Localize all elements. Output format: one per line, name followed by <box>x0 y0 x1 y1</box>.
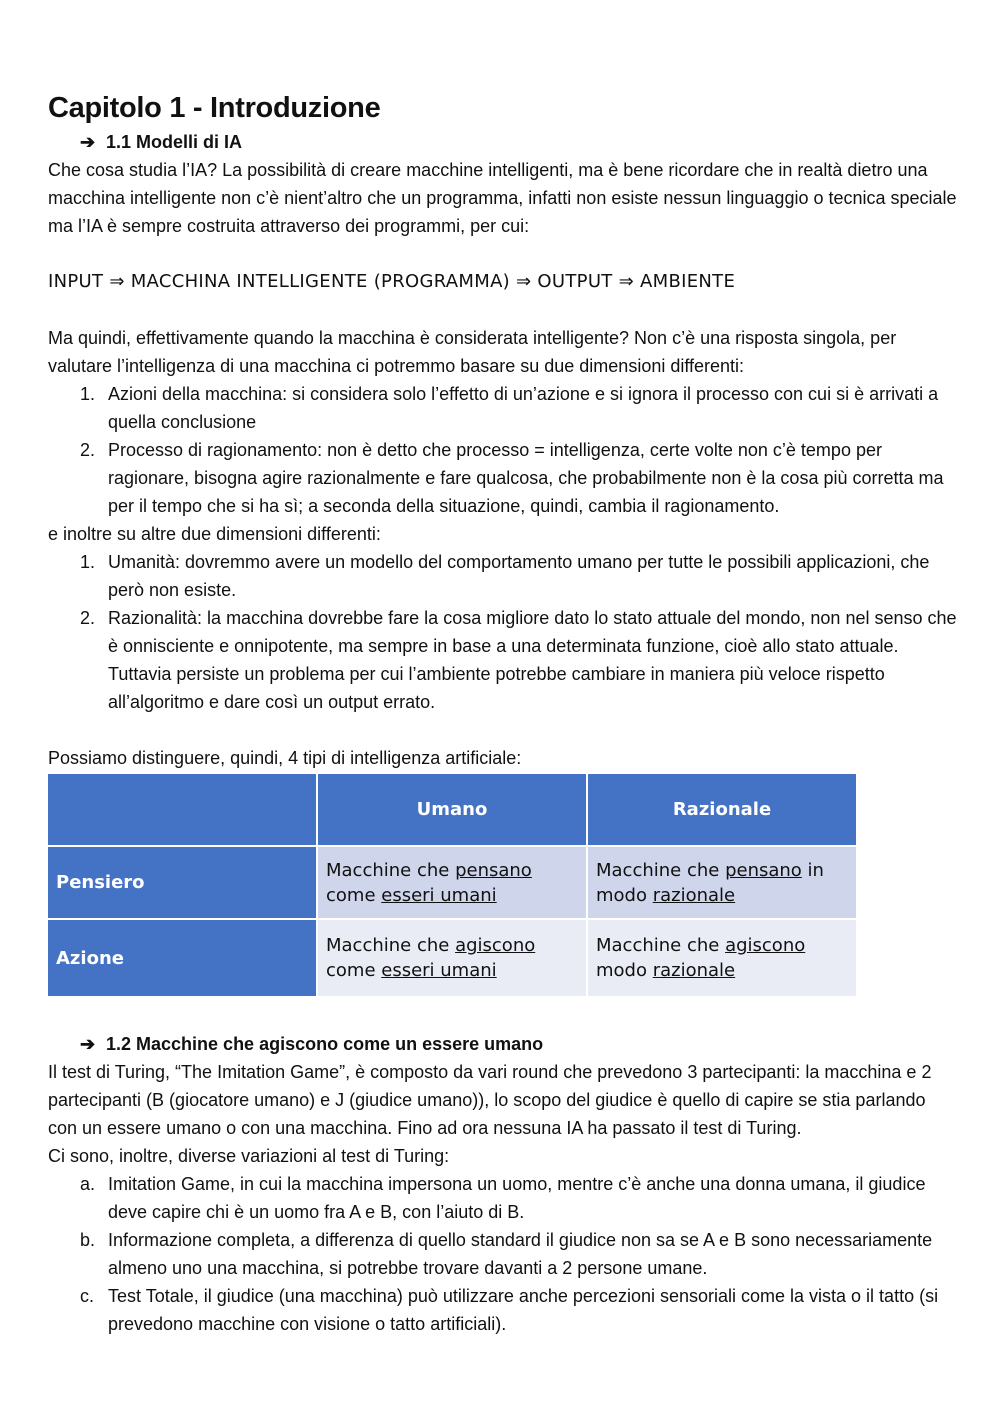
list-letter: b. <box>80 1230 96 1250</box>
list-number: 2. <box>80 608 96 628</box>
row-header-azione: Azione <box>48 919 317 997</box>
list-item <box>48 436 958 520</box>
table-intro: Possiamo distinguere, quindi, 4 tipi di intelligenza artificiale: <box>48 748 522 768</box>
table-corner-cell <box>48 774 317 846</box>
ai-types-table <box>48 774 856 998</box>
column-header-umano: Umano <box>317 774 587 846</box>
table-cell: Macchine che pensano in modo razionale <box>587 846 856 919</box>
list-item-text: Processo di ragionamento: non è detto che processo = intelligenza, certe volte non c’è tempo per ragionare, bisogna agire razionalmente e fare qualcosa, che probabilmente non è la cosa più corretta ma per il tempo che si ha sì; a seconda della situazione, quindi, cambia il ragionamento. <box>108 440 944 516</box>
intro-paragraph: Che cosa studia l’IA? La possibilità di creare macchine intelligenti, ma è bene ricordare che in realtà dietro una macchina intelligente non c’è nient’altro che un programma, infatti non esiste nessun linguaggio o tecnica speciale ma l’IA è sempre costruita attraverso dei programmi, per cui: <box>48 160 957 236</box>
variations-intro: Ci sono, inoltre, diverse variazioni al test di Turing: <box>48 1146 450 1166</box>
list-item <box>48 1170 958 1226</box>
list-letter: c. <box>80 1286 95 1306</box>
turing-paragraph: Il test di Turing, “The Imitation Game”, è composto da vari round che prevedono 3 partecipanti: la macchina e 2 partecipanti (B (giocatore umano) e J (giudice umano)), lo scopo del giudice è quello di capire se stia parlando con un essere umano o con una macchina. Fino ad ora nessuna IA ha passato il test di Turing. <box>48 1062 932 1138</box>
list-item-text: Umanità: dovremmo avere un modello del comportamento umano per tutte le possibili applicazioni, che però non esiste. <box>108 552 930 600</box>
list-item-text: Informazione completa, a differenza di quello standard il giudice non sa se A e B sono necessariamente almeno uno una macchina, si potrebbe trovare davanti a 2 persone umane. <box>108 1230 933 1278</box>
column-header-razionale: Razionale <box>587 774 856 846</box>
chapter-title: Capitolo 1 - Introduzione <box>48 92 381 124</box>
dimensions-list-2 <box>48 548 958 716</box>
dimensions-list-1 <box>48 380 958 520</box>
section-heading-1-1 <box>48 128 958 156</box>
list-number: 1. <box>80 552 96 572</box>
table-cell: Macchine che agiscono come esseri umani <box>317 919 587 997</box>
list-item-text: Azioni della macchina: si considera solo l’effetto di un’azione e si ignora il processo con cui si è arrivati a quella conclusione <box>108 384 939 432</box>
list-item <box>48 380 958 436</box>
arrow-icon: ➔ <box>80 132 96 152</box>
question-paragraph: Ma quindi, effettivamente quando la macchina è considerata intelligente? Non c’è una risposta singola, per valutare l’intelligenza di una macchina ci potremmo basare su due dimensioni differenti: <box>48 328 897 376</box>
table-cell: Macchine che pensano come esseri umani <box>317 846 587 919</box>
list-number: 1. <box>80 384 96 404</box>
variations-list <box>48 1170 958 1338</box>
flow-line: INPUT ⇒ MACCHINA INTELLIGENTE (PROGRAMMA) ⇒ OUTPUT ⇒ AMBIENTE <box>48 271 736 292</box>
list-item-text: Razionalità: la macchina dovrebbe fare la cosa migliore dato lo stato attuale del mondo, non nel senso che è onnisciente e onnipotente, ma sempre in base a una determinata funzione, cioè allo stato attuale. Tuttavia persiste un problema per cui l’ambiente potrebbe cambiare in maniera più veloce rispetto all’algoritmo e dare così un output errato. <box>108 608 957 712</box>
section-heading-1-2 <box>48 1030 958 1058</box>
list-item-text: Test Totale, il giudice (una macchina) può utilizzare anche percezioni sensoriali come la vista o il tatto (si prevedono macchine con visione o tatto artificiali). <box>108 1286 939 1334</box>
list-number: 2. <box>80 440 96 460</box>
list-item <box>48 1226 958 1282</box>
section-heading-text: 1.2 Macchine che agiscono come un essere umano <box>106 1034 544 1054</box>
row-header-pensiero: Pensiero <box>48 846 317 919</box>
list-item-text: Imitation Game, in cui la macchina impersona un uomo, mentre c’è anche una donna umana, il giudice deve capire chi è un uomo fra A e B, con l’aiuto di B. <box>108 1174 926 1222</box>
list-item <box>48 1282 958 1338</box>
arrow-icon: ➔ <box>80 1034 96 1054</box>
table-cell: Macchine che agiscono modo razionale <box>587 919 856 997</box>
also-paragraph: e inoltre su altre due dimensioni differenti: <box>48 524 381 544</box>
list-item <box>48 548 958 604</box>
list-letter: a. <box>80 1174 96 1194</box>
list-item <box>48 604 958 716</box>
section-heading-text: 1.1 Modelli di IA <box>106 132 243 152</box>
document-page <box>48 88 958 1338</box>
